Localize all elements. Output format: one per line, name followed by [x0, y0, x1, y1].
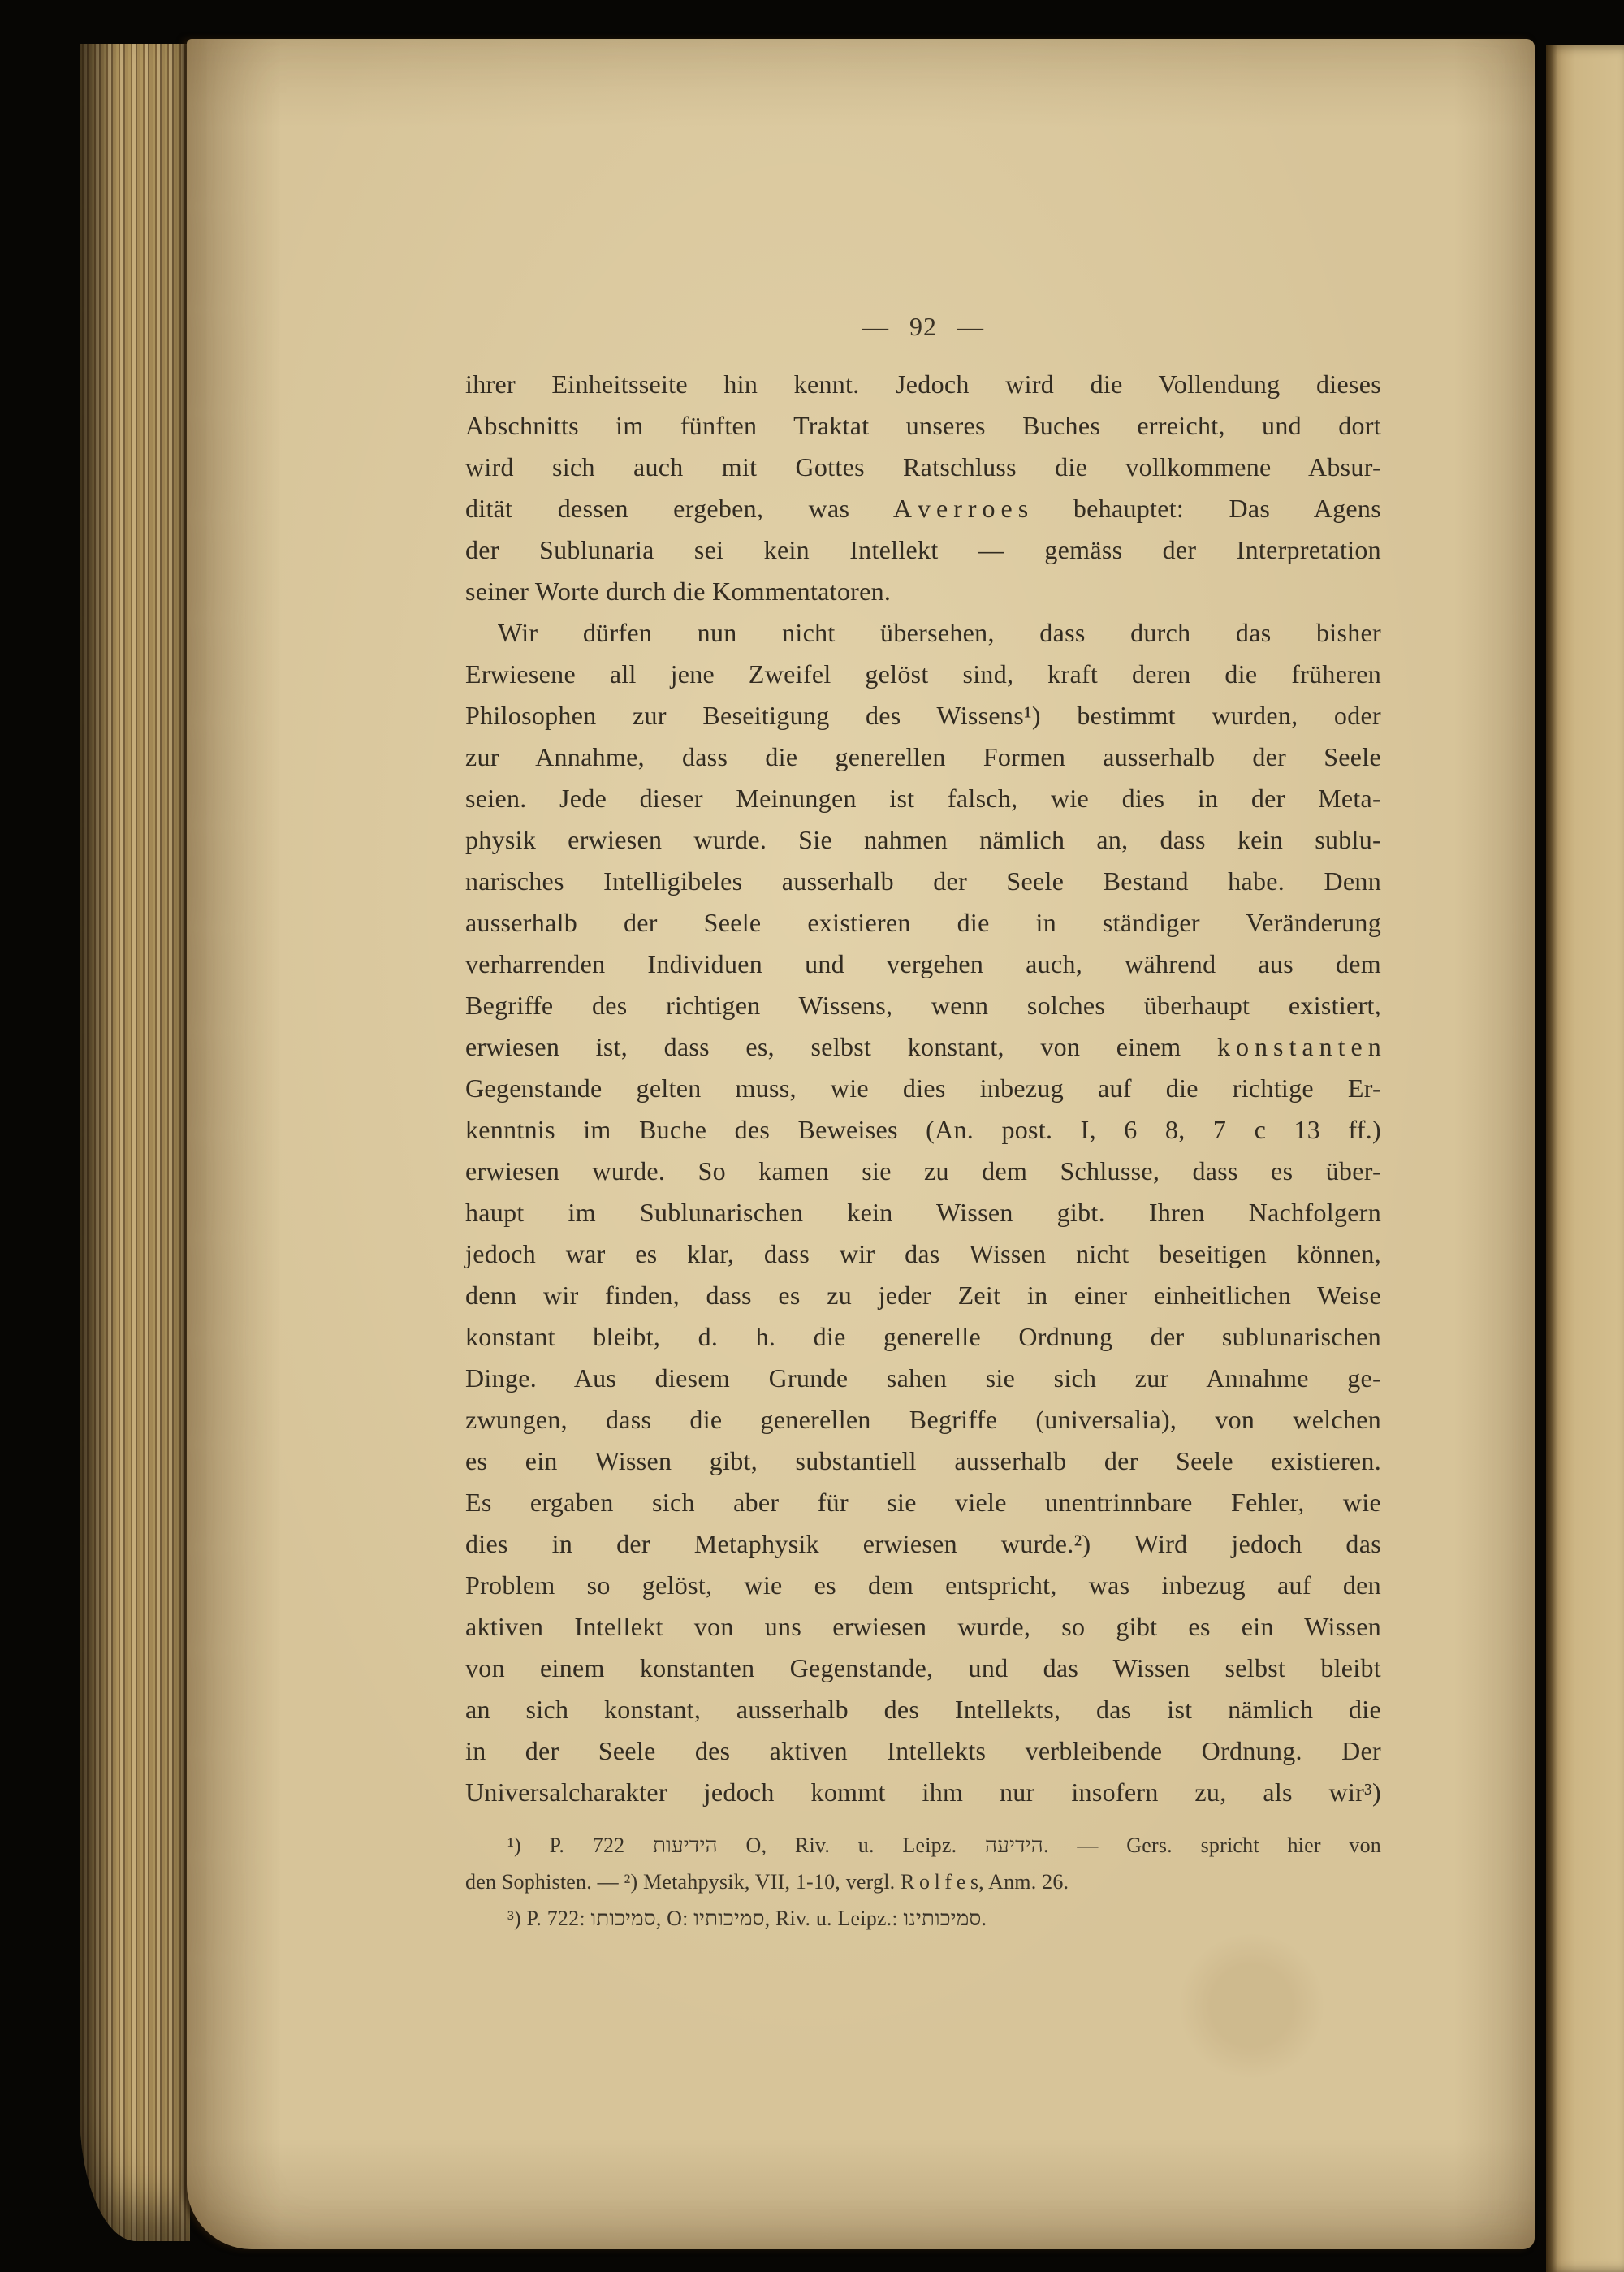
text-line: Problem so gelöst, wie es dem entspricht, was inbezug auf den [465, 1570, 1381, 1600]
text-line: zwungen, dass die generellen Begriffe (universalia), von welchen [465, 1405, 1381, 1434]
text-line: haupt im Sublunarischen kein Wissen gibt. Ihren Nachfolgern [465, 1198, 1381, 1227]
text-line: Wir dürfen nun nicht übersehen, dass durch das bisher [498, 618, 1381, 647]
text-line: Philosophen zur Beseitigung des Wissens¹) bestimmt wurden, oder [465, 701, 1381, 730]
text-line: konstant bleibt, d. h. die generelle Ordnung der sublunarischen [465, 1322, 1381, 1351]
book-page [187, 39, 1535, 2249]
text-line: an sich konstant, ausserhalb des Intellekts, das ist nämlich die [465, 1695, 1381, 1724]
text-line: Gegenstande gelten muss, wie dies inbezug auf die richtige Er- [465, 1073, 1381, 1103]
text-line: seien. Jede dieser Meinungen ist falsch, wie dies in der Meta- [465, 784, 1381, 813]
text-line: in der Seele des aktiven Intellekts verbleibende Ordnung. Der [465, 1736, 1381, 1765]
next-page-sliver [1546, 45, 1624, 2272]
text-line: erwiesen wurde. So kamen sie zu dem Schlusse, dass es über- [465, 1156, 1381, 1186]
footnotes [465, 1827, 1381, 1937]
text-line: Universalcharakter jedoch kommt ihm nur insofern zu, als wir³) [465, 1777, 1381, 1807]
text-line: Begriffe des richtigen Wissens, wenn solches überhaupt existiert, [465, 991, 1381, 1020]
text-line: Erwiesene all jene Zweifel gelöst sind, kraft deren die früheren [465, 659, 1381, 689]
body-text [465, 364, 1381, 1813]
text-line: Es ergaben sich aber für sie viele unentrinnbare Fehler, wie [465, 1488, 1381, 1517]
text-line: der Sublunaria sei kein Intellekt — gemäss der Interpretation [465, 535, 1381, 564]
text-line: dität dessen ergeben, was A v e r r o e s behauptet: Das Agens [465, 494, 1381, 523]
text-line: jedoch war es klar, dass wir das Wissen nicht beseitigen können, [465, 1239, 1381, 1268]
text-line: Abschnitts im fünften Traktat unseres Buches erreicht, und dort [465, 411, 1381, 440]
page-edge-stack [80, 44, 190, 2241]
page-number: — 92 — [862, 312, 984, 341]
text-line: von einem konstanten Gegenstande, und das Wissen selbst bleibt [465, 1653, 1381, 1682]
text-line: den Sophisten. — ²) Metahpysik, VII, 1-10, vergl. R o l f e s, Anm. 26. [465, 1870, 1069, 1894]
text-line: seiner Worte durch die Kommentatoren. [465, 577, 892, 606]
text-line: Dinge. Aus diesem Grunde sahen sie sich zur Annahme ge- [465, 1363, 1381, 1393]
text-line: narisches Intelligibeles ausserhalb der Seele Bestand habe. Denn [465, 866, 1381, 896]
text-line: kenntnis im Buche des Beweises (An. post. I, 6 8, 7 c 13 ff.) [465, 1115, 1381, 1144]
text-line: denn wir finden, dass es zu jeder Zeit in einer einheitlichen Weise [465, 1281, 1381, 1310]
text-line: dies in der Metaphysik erwiesen wurde.²) Wird jedoch das [465, 1529, 1381, 1558]
text-line: physik erwiesen wurde. Sie nahmen nämlich an, dass kein sublu- [465, 825, 1381, 854]
text-line: erwiesen ist, dass es, selbst konstant, von einem k o n s t a n t e n [465, 1032, 1381, 1061]
book-cover-edge [11, 0, 86, 2272]
text-line: ¹) P. 722 הידיעות O, Riv. u. Leipz. הידיעה. — Gers. spricht hier von [508, 1834, 1382, 1857]
text-line: ausserhalb der Seele existieren die in ständiger Veränderung [465, 908, 1381, 937]
text-line: aktiven Intellekt von uns erwiesen wurde, so gibt es ein Wissen [465, 1612, 1381, 1641]
text-line: es ein Wissen gibt, substantiell ausserhalb der Seele existieren. [465, 1446, 1381, 1475]
text-line: ³) P. 722: סמיכותו, O: סמיכותיו, Riv. u. Leipz.: סמיכותינו. [508, 1907, 987, 1930]
text-line: ihrer Einheitsseite hin kennt. Jedoch wird die Vollendung dieses [465, 369, 1381, 399]
text-line: zur Annahme, dass die generellen Formen ausserhalb der Seele [465, 742, 1381, 771]
text-line: wird sich auch mit Gottes Ratschluss die vollkommene Absur- [465, 452, 1381, 482]
text-line: verharrenden Individuen und vergehen auch, während aus dem [465, 949, 1381, 978]
